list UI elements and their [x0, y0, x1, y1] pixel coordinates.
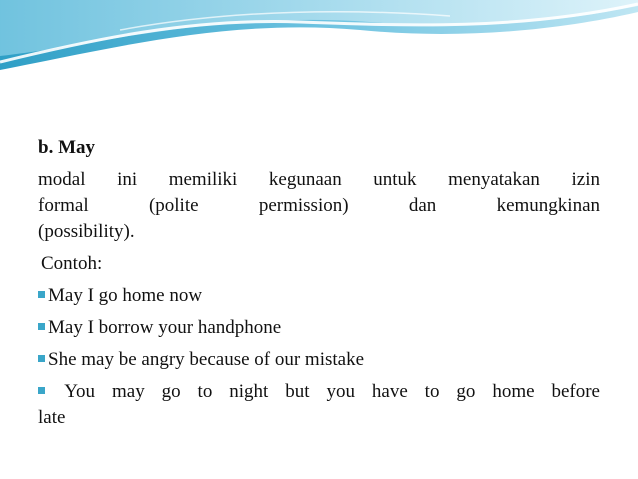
- description-paragraph: [38, 167, 600, 245]
- list-item: [38, 283, 600, 309]
- list-item: [38, 347, 600, 373]
- example-list: [38, 283, 600, 431]
- example-text: You may go to night but you have to go home before: [48, 381, 600, 402]
- square-bullet-icon: [38, 387, 45, 394]
- list-item: [38, 379, 600, 431]
- description-line: formal (polite permission) dan kemungkinan: [38, 195, 600, 216]
- square-bullet-icon: [38, 355, 45, 362]
- description-line: (possibility).: [38, 221, 135, 242]
- header-wave-decoration: [0, 0, 638, 80]
- example-label: Contoh:: [41, 253, 103, 274]
- square-bullet-icon: [38, 291, 45, 298]
- example-text: May I go home now: [48, 285, 203, 306]
- list-item: [38, 315, 600, 341]
- slide-heading: b. May: [38, 137, 95, 158]
- description-line: modal ini memiliki kegunaan untuk menyatakan izin: [38, 169, 600, 190]
- example-text: She may be angry because of our mistake: [48, 349, 365, 370]
- example-text: late: [38, 407, 66, 428]
- slide-content: [38, 135, 600, 437]
- square-bullet-icon: [38, 323, 45, 330]
- example-text: May I borrow your handphone: [48, 317, 282, 338]
